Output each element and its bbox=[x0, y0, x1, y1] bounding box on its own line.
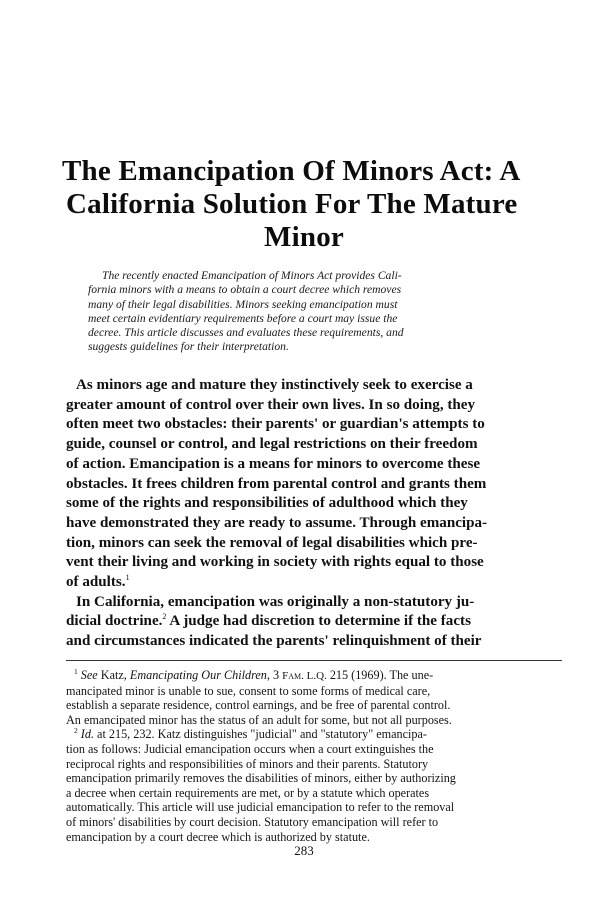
abstract-line: decree. This article discusses and evaluates these requirements, and bbox=[88, 326, 404, 340]
body-line: have demonstrated they are ready to assume. Through emancipa- bbox=[66, 514, 488, 531]
abstract-line: meet certain evidentiary requirements before a court may issue the bbox=[88, 311, 398, 325]
cite-title: Emancipating Our Children, bbox=[129, 668, 270, 682]
cite-rest: 215 (1969). The une- bbox=[329, 668, 434, 682]
page-number: 283 bbox=[294, 843, 314, 858]
footnote-line: automatically. This article will use judicial emancipation to refer to the removal bbox=[66, 800, 455, 815]
abstract bbox=[88, 269, 556, 355]
cite-id: Id. bbox=[80, 727, 94, 742]
body-line-text: of adults. bbox=[66, 574, 126, 591]
cite-journal: Fam. L.Q. bbox=[282, 670, 327, 682]
body-line: vent their living and working in society with rights equal to those bbox=[66, 554, 484, 571]
footnote-line: establish a separate residence, control earnings, and be free of parental control. bbox=[66, 698, 451, 713]
body-line: guide, counsel or control, and legal restrictions on their freedom bbox=[66, 436, 478, 453]
body-line bbox=[66, 612, 562, 632]
body-line-text: dicial doctrine. bbox=[66, 613, 163, 630]
abstract-line: suggests guidelines for their interpretation. bbox=[88, 340, 289, 354]
body-line bbox=[66, 573, 562, 593]
abstract-line: fornia minors with a means to obtain a court decree which removes bbox=[88, 283, 402, 297]
footnote-ref-1[interactable]: 1 bbox=[125, 573, 130, 582]
body-line: some of the rights and responsibilities of adulthood which they bbox=[66, 495, 468, 512]
signal-see: See bbox=[80, 668, 98, 682]
abstract-line: The recently enacted Emancipation of Minors Act provides Cali- bbox=[102, 269, 402, 282]
footnote-divider bbox=[66, 660, 562, 661]
body-text bbox=[66, 376, 562, 652]
footnote-number: 1 bbox=[74, 666, 78, 676]
footnote-line: of minors' disabilities by court decision. Statutory emancipation will refer to bbox=[66, 814, 439, 829]
body-line: obstacles. It frees children from parental control and grants them bbox=[66, 475, 487, 492]
footnote-line: An emancipated minor has the status of an adult for some, but not all purposes. bbox=[66, 712, 452, 727]
footnote-number: 2 bbox=[74, 726, 78, 736]
body-line: tion, minors can seek the removal of legal disabilities which pre- bbox=[66, 534, 478, 551]
footnote-line: tion as follows: Judicial emancipation occurs when a court extinguishes the bbox=[66, 741, 434, 756]
footnote-ref-2[interactable]: 2 bbox=[162, 612, 167, 622]
footnote-1 bbox=[66, 668, 566, 684]
body-line: of action. Emancipation is a means for minors to overcome these bbox=[66, 455, 481, 472]
body-line: greater amount of control over their own lives. In so doing, they bbox=[66, 396, 476, 413]
abstract-line: many of their legal disabilities. Minors seeking emancipation must bbox=[88, 297, 398, 311]
body-line: In California, emancipation was originally a non-statutory ju- bbox=[76, 593, 475, 610]
footnote-line: mancipated minor is unable to sue, consent to some forms of medical care, bbox=[66, 683, 431, 698]
footnote-line: reciprocal rights and responsibilities of minors and their parents. Statutory bbox=[66, 756, 429, 771]
footnote-line: emancipation by a court decree which is authorized by statute. bbox=[66, 829, 370, 844]
article-title bbox=[40, 155, 568, 254]
footnote-line: a decree when certain requirements are met, or by a statute which operates bbox=[66, 785, 430, 800]
title-line-2: California Solution For The Mature bbox=[66, 188, 518, 220]
cite-rest: at 215, 232. Katz distinguishes "judicial" and "statutory" emancipa- bbox=[97, 727, 427, 742]
body-line: and circumstances indicated the parents' relinquishment of their bbox=[66, 633, 482, 650]
footnote-line: emancipation primarily removes the disabilities of minors, either by authorizing bbox=[66, 771, 456, 786]
cite-volume: 3 bbox=[272, 668, 280, 682]
body-line: often meet two obstacles: their parents' or guardian's attempts to bbox=[66, 416, 485, 433]
cite-author: Katz, bbox=[100, 668, 127, 682]
body-line-text: A judge had discretion to determine if the facts bbox=[169, 613, 471, 630]
title-line-1: The Emancipation Of Minors Act: A bbox=[62, 155, 521, 187]
footnote-2 bbox=[66, 727, 566, 742]
body-line: As minors age and mature they instinctively seek to exercise a bbox=[76, 377, 473, 393]
footnotes bbox=[66, 668, 566, 844]
title-line-3: Minor bbox=[264, 221, 344, 253]
